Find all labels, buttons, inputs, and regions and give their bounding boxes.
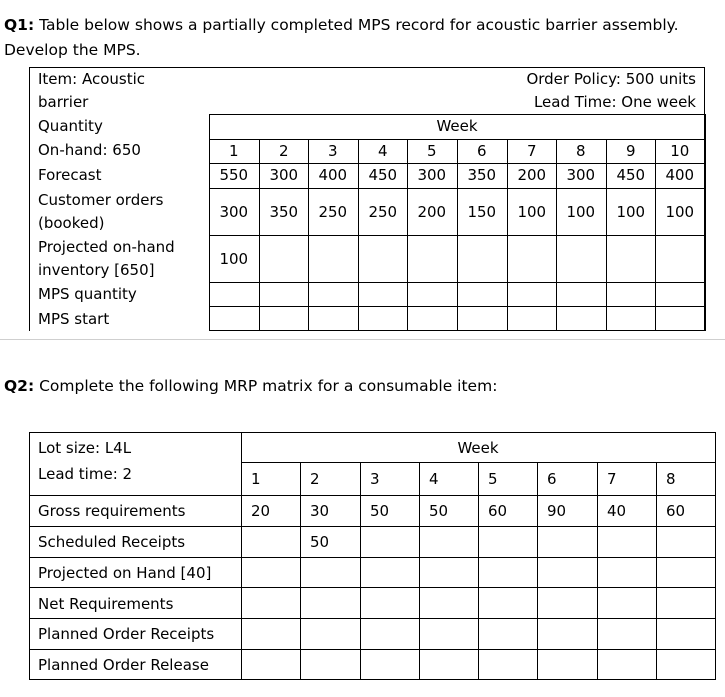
q1-grid-vline bbox=[358, 139, 359, 331]
q1-cell: 550 bbox=[219, 166, 249, 184]
q1-cell: 100 bbox=[517, 203, 547, 221]
q2-question: Q2: Complete the following MRP matrix for a consumable item: bbox=[4, 377, 498, 395]
q1-week-number: 8 bbox=[576, 142, 586, 160]
q2-cell: 50 bbox=[370, 502, 390, 520]
q2-number: Q2 bbox=[4, 377, 28, 395]
q1-border-left bbox=[29, 67, 30, 331]
q1-lead-time: Lead Time: One week bbox=[533, 93, 696, 111]
q1-row-label-customer-orders: Customer orders bbox=[38, 191, 164, 209]
q1-cell: 450 bbox=[368, 166, 398, 184]
q1-cell: 200 bbox=[517, 166, 547, 184]
q2-row-label-planned-order-release: Planned Order Release bbox=[38, 656, 209, 674]
q2-week-number: 4 bbox=[429, 470, 439, 488]
q2-cell: 60 bbox=[488, 502, 508, 520]
q2-cell: 50 bbox=[429, 502, 449, 520]
q2-row-label-planned-order-receipts: Planned Order Receipts bbox=[38, 625, 215, 643]
q1-cell: 100 bbox=[566, 203, 596, 221]
q2-border-left bbox=[29, 432, 30, 680]
q1-cell: 300 bbox=[566, 166, 596, 184]
q1-on-hand: On-hand: 650 bbox=[38, 141, 141, 159]
q1-cell: 400 bbox=[665, 166, 695, 184]
q2-grid-vline bbox=[300, 462, 301, 680]
q2-cell: 60 bbox=[666, 502, 686, 520]
q1-cell: 300 bbox=[269, 166, 299, 184]
q1-row-label-mps-quantity: MPS quantity bbox=[38, 285, 137, 303]
q1-cell: 450 bbox=[616, 166, 646, 184]
q1-row-label-projected-on-hand-cont: inventory [650] bbox=[38, 261, 155, 279]
q1-grid-vline bbox=[655, 139, 656, 331]
q2-row-label-net-requirements: Net Requirements bbox=[38, 595, 174, 613]
q2-grid-vline bbox=[537, 462, 538, 680]
q1-grid-hline bbox=[209, 114, 705, 115]
q1-number: Q1 bbox=[4, 16, 28, 34]
q2-row-label-projected-on-hand: Projected on Hand [40] bbox=[38, 564, 212, 582]
q2-grid-hline bbox=[29, 587, 716, 588]
q2-grid-vline bbox=[656, 462, 657, 680]
q2-border-bottom bbox=[29, 679, 716, 680]
q1-row-label-forecast: Forecast bbox=[38, 166, 102, 184]
q2-grid-vline bbox=[597, 462, 598, 680]
q2-week-number: 5 bbox=[488, 470, 498, 488]
q2-grid-hline bbox=[29, 557, 716, 558]
q1-cell: 150 bbox=[467, 203, 497, 221]
q2-border-top bbox=[29, 432, 715, 433]
q2-grid-hline bbox=[29, 495, 716, 496]
q1-question-text: Table below shows a partially completed MPS record for acoustic barrier assembly. Develop the MPS. bbox=[4, 16, 679, 59]
q1-row-label-customer-orders-cont: (booked) bbox=[38, 214, 105, 232]
q2-week-number: 8 bbox=[666, 470, 676, 488]
q1-cell: 200 bbox=[417, 203, 447, 221]
q2-question-text: Complete the following MRP matrix for a consumable item: bbox=[39, 377, 498, 395]
q1-row-label-projected-on-hand: Projected on-hand bbox=[38, 238, 175, 256]
q2-week-number: 1 bbox=[251, 470, 261, 488]
q2-grid-hline bbox=[29, 526, 716, 527]
q1-grid-vline bbox=[259, 139, 260, 331]
q1-cell: 300 bbox=[417, 166, 447, 184]
q1-cell: 350 bbox=[269, 203, 299, 221]
q1-cell: 100 bbox=[219, 250, 249, 268]
section-divider bbox=[0, 339, 725, 340]
q2-cell: 40 bbox=[607, 502, 627, 520]
q1-cell: 400 bbox=[318, 166, 348, 184]
q1-week-header: Week bbox=[436, 117, 478, 135]
q1-week-number: 3 bbox=[328, 142, 338, 160]
q1-cell: 250 bbox=[318, 203, 348, 221]
q1-grid-vline bbox=[209, 114, 210, 331]
q2-cell: 90 bbox=[547, 502, 567, 520]
q1-cell: 250 bbox=[368, 203, 398, 221]
q1-row-label-mps-start: MPS start bbox=[38, 310, 110, 328]
q2-grid-vline bbox=[478, 462, 479, 680]
q1-grid-vline bbox=[556, 139, 557, 331]
q2-label-divider bbox=[241, 432, 242, 680]
q1-item-label: Item: Acoustic bbox=[38, 70, 146, 88]
q2-week-number: 3 bbox=[370, 470, 380, 488]
q1-grid-vline bbox=[705, 114, 706, 331]
q1-question: Q1: Table below shows a partially completed MPS record for acoustic barrier assembly. Develop the MPS. bbox=[4, 16, 679, 59]
q1-week-number: 9 bbox=[626, 142, 636, 160]
q2-grid-vline bbox=[360, 462, 361, 680]
q2-cell: 50 bbox=[310, 533, 330, 551]
q2-week-header: Week bbox=[457, 439, 499, 457]
q2-row-label-scheduled-receipts: Scheduled Receipts bbox=[38, 533, 186, 551]
q2-border-right bbox=[715, 432, 716, 680]
q2-cell: 20 bbox=[251, 502, 271, 520]
q2-grid-hline bbox=[29, 618, 716, 619]
q1-item-label-cont: barrier bbox=[38, 93, 89, 111]
q1-week-number: 7 bbox=[527, 142, 537, 160]
q1-cell: 100 bbox=[616, 203, 646, 221]
q1-grid-vline bbox=[606, 139, 607, 331]
q1-grid-vline bbox=[308, 139, 309, 331]
q1-grid-vline bbox=[457, 139, 458, 331]
q1-grid-vline bbox=[507, 139, 508, 331]
q1-week-number: 5 bbox=[427, 142, 437, 160]
q2-lot-size: Lot size: L4L bbox=[38, 439, 132, 457]
q2-week-number: 2 bbox=[310, 470, 320, 488]
q2-row-label-gross-requirements: Gross requirements bbox=[38, 502, 186, 520]
q1-quantity-label: Quantity bbox=[38, 117, 103, 135]
q2-cell: 30 bbox=[310, 502, 330, 520]
q1-grid-vline bbox=[407, 139, 408, 331]
q1-cell: 350 bbox=[467, 166, 497, 184]
q2-week-number: 6 bbox=[547, 470, 557, 488]
q1-border-top bbox=[29, 67, 705, 68]
q1-cell: 100 bbox=[665, 203, 695, 221]
q1-week-number: 2 bbox=[279, 142, 289, 160]
q1-order-policy: Order Policy: 500 units bbox=[526, 70, 696, 88]
q1-week-number: 1 bbox=[229, 142, 239, 160]
q2-lead-time: Lead time: 2 bbox=[38, 465, 133, 483]
q2-grid-vline bbox=[419, 462, 420, 680]
q2-grid-hline bbox=[29, 649, 716, 650]
q1-week-number: 4 bbox=[378, 142, 388, 160]
q1-week-number: 10 bbox=[670, 142, 690, 160]
q1-week-number: 6 bbox=[477, 142, 487, 160]
q1-cell: 300 bbox=[219, 203, 249, 221]
q2-week-number: 7 bbox=[607, 470, 617, 488]
